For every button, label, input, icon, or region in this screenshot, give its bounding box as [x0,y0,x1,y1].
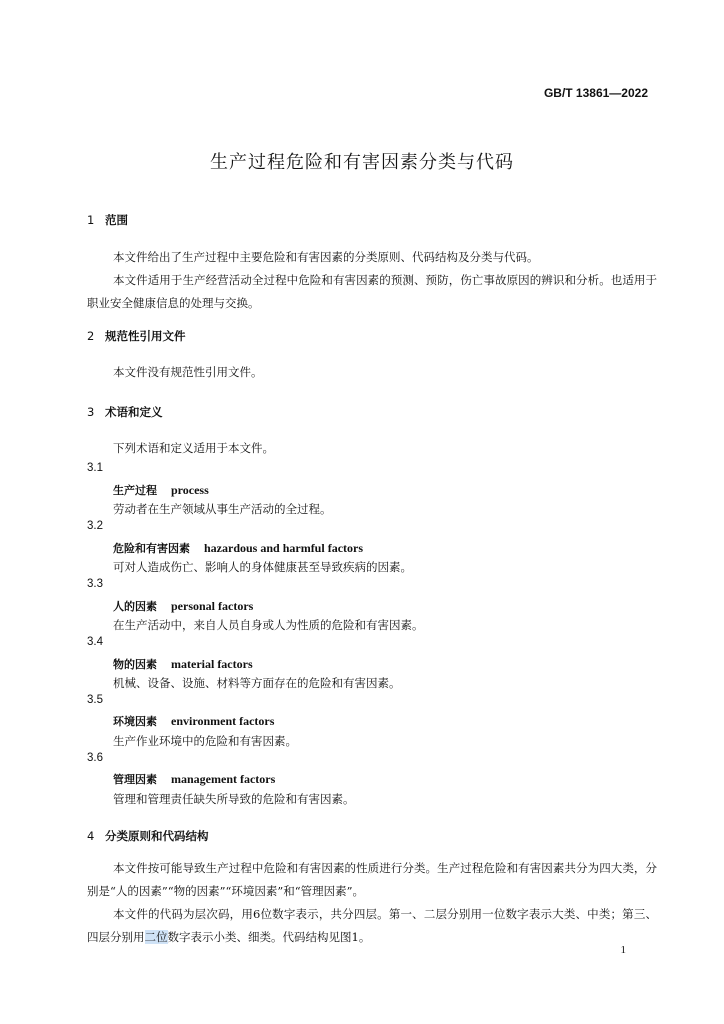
section-title: 规范性引用文件 [105,329,186,343]
section-number: 1 [87,213,95,227]
terms-intro: 下列术语和定义适用于本文件。 [113,441,274,455]
section-heading-scope [87,212,128,228]
term-zh: 环境因素 [113,715,157,728]
paragraph-text: 本文件的代码为层次码，用6位数字表示，共分四层。第一、二层分别用一位数字表示大类、中类；第三、四层分别用 [87,907,657,944]
section-number: 3 [87,405,95,419]
term-zh: 人的因素 [113,600,157,613]
term-en: management factors [171,772,276,786]
term-definition: 可对人造成伤亡、影响人的身体健康甚至导致疾病的因素。 [113,560,412,574]
term-number: 3.3 [87,578,103,590]
term-definition: 劳动者在生产领域从事生产活动的全过程。 [113,502,332,516]
section-number: 2 [87,329,95,343]
highlighted-text: 二位 [144,930,168,944]
term-zh: 管理因素 [113,773,157,786]
term-number: 3.5 [87,694,103,706]
term-entry [113,598,253,614]
term-entry [113,540,363,556]
term-entry [113,713,274,729]
term-zh: 危险和有害因素 [113,542,190,555]
section-heading-classification [87,828,209,844]
term-zh: 生产过程 [113,484,157,497]
term-en: personal factors [171,599,254,613]
document-title: 生产过程危险和有害因素分类与代码 [210,152,514,173]
paragraph-text: 数字表示小类、细类。代码结构见图1。 [167,930,371,944]
section-title: 术语和定义 [105,405,163,419]
term-definition: 管理和管理责任缺失所导致的危险和有害因素。 [113,792,355,806]
section-title: 范围 [105,213,128,227]
section-heading-terms [87,404,163,420]
classification-paragraph-2 [87,903,657,949]
term-entry [113,771,275,787]
section-number: 4 [87,829,95,843]
term-number: 3.6 [87,752,103,764]
term-definition: 在生产活动中，来自人员自身或人为性质的危险和有害因素。 [113,618,424,632]
term-number: 3.2 [87,520,103,532]
term-en: material factors [171,657,253,671]
standard-number: GB/T 13861—2022 [543,86,648,100]
term-en: hazardous and harmful factors [204,541,364,555]
normative-refs-paragraph: 本文件没有规范性引用文件。 [113,365,263,379]
term-definition: 生产作业环境中的危险和有害因素。 [113,734,297,748]
term-en: process [171,483,209,497]
page-number: 1 [620,944,626,956]
term-number: 3.1 [87,462,103,474]
scope-paragraph-2: 本文件适用于生产经营活动全过程中危险和有害因素的预测、预防，伤亡事故原因的辨识和分析。也适用于职业安全健康信息的处理与交换。 [87,273,657,310]
section-title: 分类原则和代码结构 [105,829,209,843]
term-entry [113,482,209,498]
term-entry [113,656,253,672]
scope-paragraph-1: 本文件给出了生产过程中主要危险和有害因素的分类原则、代码结构及分类与代码。 [113,250,539,264]
term-definition: 机械、设备、设施、材料等方面存在的危险和有害因素。 [113,676,401,690]
term-number: 3.4 [87,636,103,648]
section-heading-normative-refs [87,328,186,344]
classification-paragraph-1: 本文件按可能导致生产过程中危险和有害因素的性质进行分类。生产过程危险和有害因素共分为四大类，分别是“人的因素”“物的因素”“环境因素”和“管理因素”。 [87,861,657,898]
term-en: environment factors [171,714,275,728]
term-zh: 物的因素 [113,658,157,671]
